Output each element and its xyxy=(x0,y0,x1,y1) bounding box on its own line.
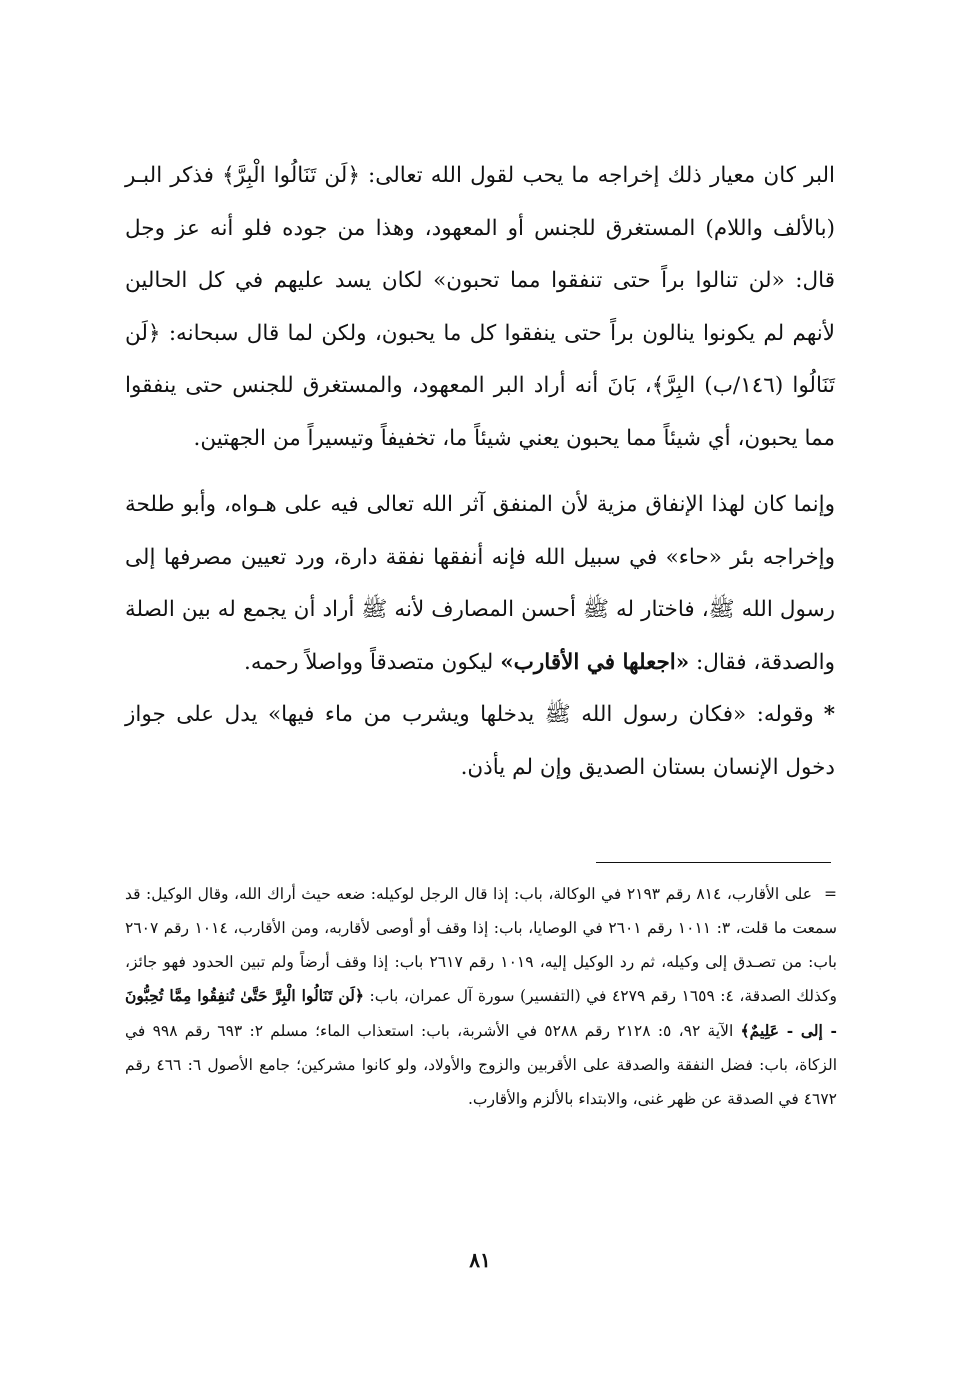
main-text-body xyxy=(125,150,835,794)
footnote-block xyxy=(125,878,837,1117)
paragraph-2 xyxy=(125,479,835,689)
paragraph-3-text: وقوله: «فكان رسول الله ﷺ يدخلها ويشرب من ماء فيها» يدل على جواز دخول الإنسان بستان الصديق وإن لم يأذن. xyxy=(125,702,835,780)
paragraph-3 xyxy=(125,689,835,794)
paragraph-1: البر كان معيار ذلك إخراجه ما يحب لقول الله تعالى: ﴿لَن تَنَالُوا الْبِرَّ﴾ فذكر البـر (بالألف واللام) المستغرق للجنس أو المعهود، وهذا من جوده فلو أنه عز وجل قال: «لن تنالوا براً حتى تنفقوا مما تحبون» لكان يسد عليهم في كل الحالين لأنهم لم يكونوا ينالون براً حتى ينفقوا كل ما يحبون، ولكن لما قال سبحانه: ﴿لَن تَنَالُوا (١٤٦/ب) البِرَّ﴾، بَانَ أنه أراد البر المعهود، والمستغرق للجنس حتى ينفقوا مما يحبون، أي شيئاً مما يحبون يعني شيئاً ما، تخفيفاً وتيسيراً من الجهتين. xyxy=(125,163,835,451)
footnote-quran-verse: ﴿لَن تَنَالُوا الْبِرَّ حَتَّىٰ تُنفِقُوا مِمَّا تُحِبُّونَ - إلى - عَلِيمٌ﴾ xyxy=(125,986,837,1041)
footnote-text-start: على الأقارب، ٨١٤ رقم ٢١٩٣ في الوكالة، باب: إذا قال الرجل لوكيله: ضعه حيث أراك الله، وقال الوكيل: قد سمعت ما قلت، ٣: ١٠١١ رقم ٢٦٠١ في الوصايا، باب: إذا وقف أو أوصى لأقاربه، ومن الأقارب، ١٠١٤ رقم ٢٦٠٧ باب: من تصـدق إلى وكيله، ثم رد الوكيل إليه، ١٠١٩ رقم ٢٦١٧ باب: إذا وقف أرضاً ولم تبين الحدود فهو جائز، وكذلك الصدقة، ٤: ١٦٥٩ رقم ٤٢٧٩ في (التفسير) سورة آل عمران، باب: xyxy=(125,885,837,1006)
footnote-divider xyxy=(596,862,831,863)
hadith-quote-bold: «اجعلها في الأقارب» xyxy=(500,649,690,675)
page-number: ٨١ xyxy=(469,1248,491,1272)
footnote-text xyxy=(125,878,837,1117)
footnote-text-end: الآية ٩٢، ٥: ٢١٢٨ رقم ٥٢٨٨ في الأشربة، باب: استعذاب الماء؛ مسلم ٢: ٦٩٣ رقم ٩٩٨ في الزكاة، باب: فضل النفقة والصدقة على الأقربين والزوج والأولاد، ولو كانوا مشركين؛ جامع الأصول ٦: ٤٦٦ رقم ٤٦٧٢ في الصدقة عن ظهر غنى، والابتداء بالألزم والأقارب. xyxy=(125,1022,837,1108)
star-bullet-icon: * xyxy=(823,702,835,727)
footnote-continuation-marker: = xyxy=(824,885,837,903)
paragraph-2-end: ليكون متصدقاً وواصلاً رحمه. xyxy=(244,649,494,675)
paragraph-2-start: وإنما كان لهذا الإنفاق مزية لأن المنفق آثر الله تعالى فيه على هـواه، وأبو طلحة وإخراجه بئر «حاء» في سبيل الله فإنه أنفقها نفقة دارة، ورد تعيين مصرفها إلى رسول الله ﷺ، فاختار له ﷺ أحسن المصارف لأنه ﷺ أراد أن يجمع له بين الصلة والصدقة، فقال: xyxy=(125,492,836,675)
